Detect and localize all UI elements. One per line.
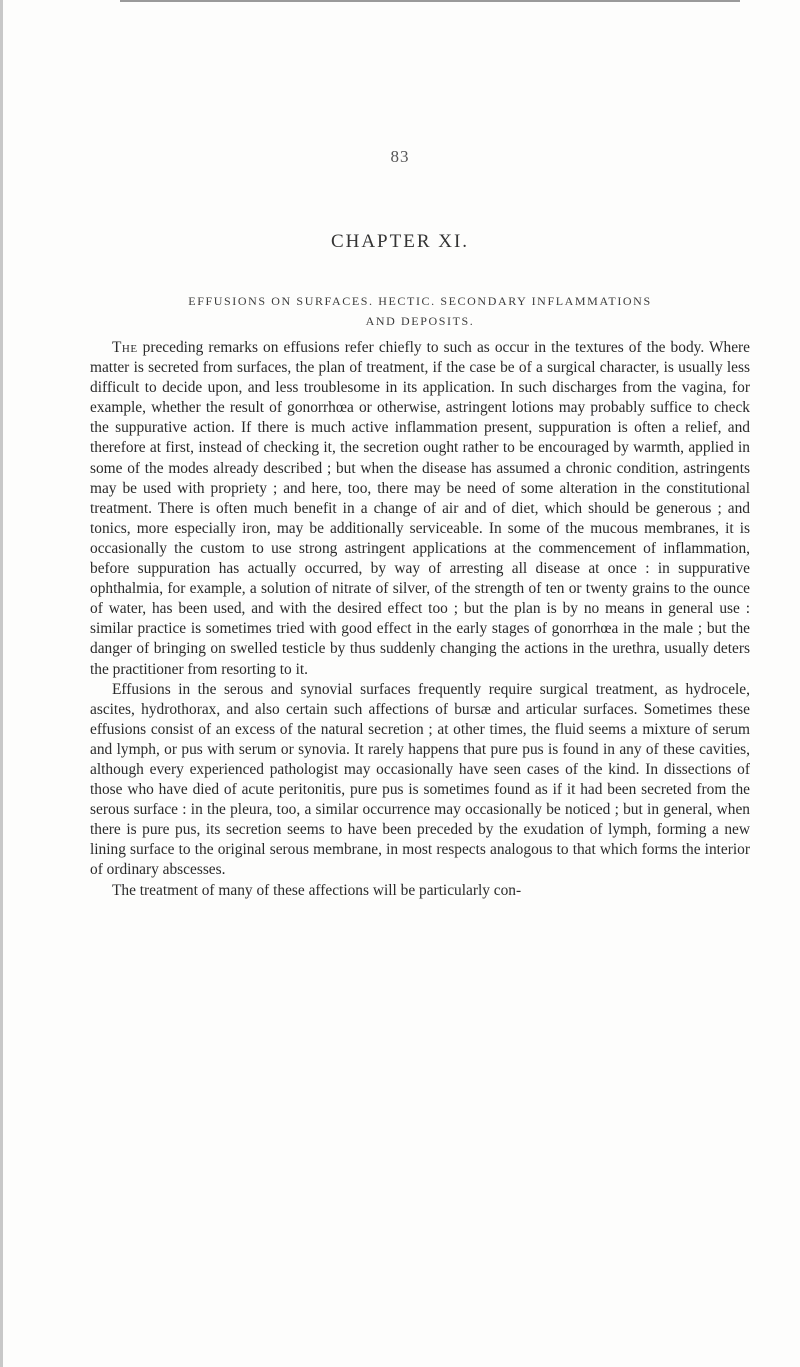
page-number: 83 bbox=[390, 147, 410, 166]
paragraph-lead-word: The bbox=[112, 339, 138, 356]
section-heading-line-1: EFFUSIONS ON SURFACES. HECTIC. SECONDARY INFLAMMATIONS bbox=[188, 294, 652, 308]
paragraph-3-text: The treatment of many of these affections will be particularly con- bbox=[112, 881, 522, 899]
paragraph-3 bbox=[90, 881, 750, 901]
section-heading bbox=[90, 291, 750, 331]
paragraph-1-text: preceding remarks on effusions refer chiefly to such as occur in the textures of the body. Where matter is secreted from surfaces, the plan of treatment, if the case be of a surgical character, is usually less difficult to decide upon, and less troublesome in its application. In such discharges from the vagina, for example, whether the result of gonorrhœa or otherwise, astringent lotions may probably suffice to check the suppurative action. If there is much active inflammation present, suppuration is often a relief, and therefore at first, instead of checking it, the secretion ought rather to be encouraged by warmth, applied in some of the modes already described ; but when the disease has assumed a chronic condition, astringents may be used with propriety ; and here, too, there may be need of some alteration in the constitutional treatment. There is often much benefit in a change of air and of diet, which should be generous ; and tonics, more especially iron, may be additionally serviceable. In some of the mucous membranes, it is occasionally the custom to use strong astringent applications at the commencement of inflammation, before suppuration has actually occurred, by way of arresting all disease at once : in suppurative ophthalmia, for example, a solution of nitrate of silver, of the strength of ten or twenty grains to the ounce of water, has been used, and with the desired effect too ; but the plan is by no means in general use : similar practice is sometimes tried with good effect in the early stages of gonorrhœa in the male ; but the danger of bringing on swelled testicle by thus suddenly changing the actions in the urethra, usually deters the practitioner from resorting to it. bbox=[90, 339, 750, 678]
page-left-edge bbox=[0, 0, 3, 1367]
chapter-title: CHAPTER XI. bbox=[330, 231, 470, 252]
paragraph-2-text: Effusions in the serous and synovial surfaces frequently require surgical treatment, as hydrocele, ascites, hydrothorax, and also certain such affections of bursæ and articular surfaces. Sometimes these effusions consist of an excess of the natural secretion ; at other times, the fluid seems a mixture of serum and lymph, or pus with serum or synovia. It rarely happens that pure pus is found in any of these cavities, although every experienced pathologist may occasionally have seen cases of the kind. In dissections of those who have died of acute peritonitis, pure pus is sometimes found as if it had been secreted from the serous surface : in the pleura, too, a similar occurrence may occasionally be noticed ; but in general, when there is pure pus, its secretion seems to have been preceded by the exudation of lymph, forming a new lining surface to the original serous membrane, in most respects analogous to that which forms the interior of ordinary abscesses. bbox=[90, 680, 750, 879]
section-heading-line-2: AND DEPOSITS. bbox=[365, 314, 475, 328]
paragraph-2 bbox=[90, 680, 750, 881]
body-text bbox=[90, 338, 750, 901]
paragraph-1 bbox=[90, 338, 750, 680]
top-edge-rule bbox=[120, 0, 740, 2]
